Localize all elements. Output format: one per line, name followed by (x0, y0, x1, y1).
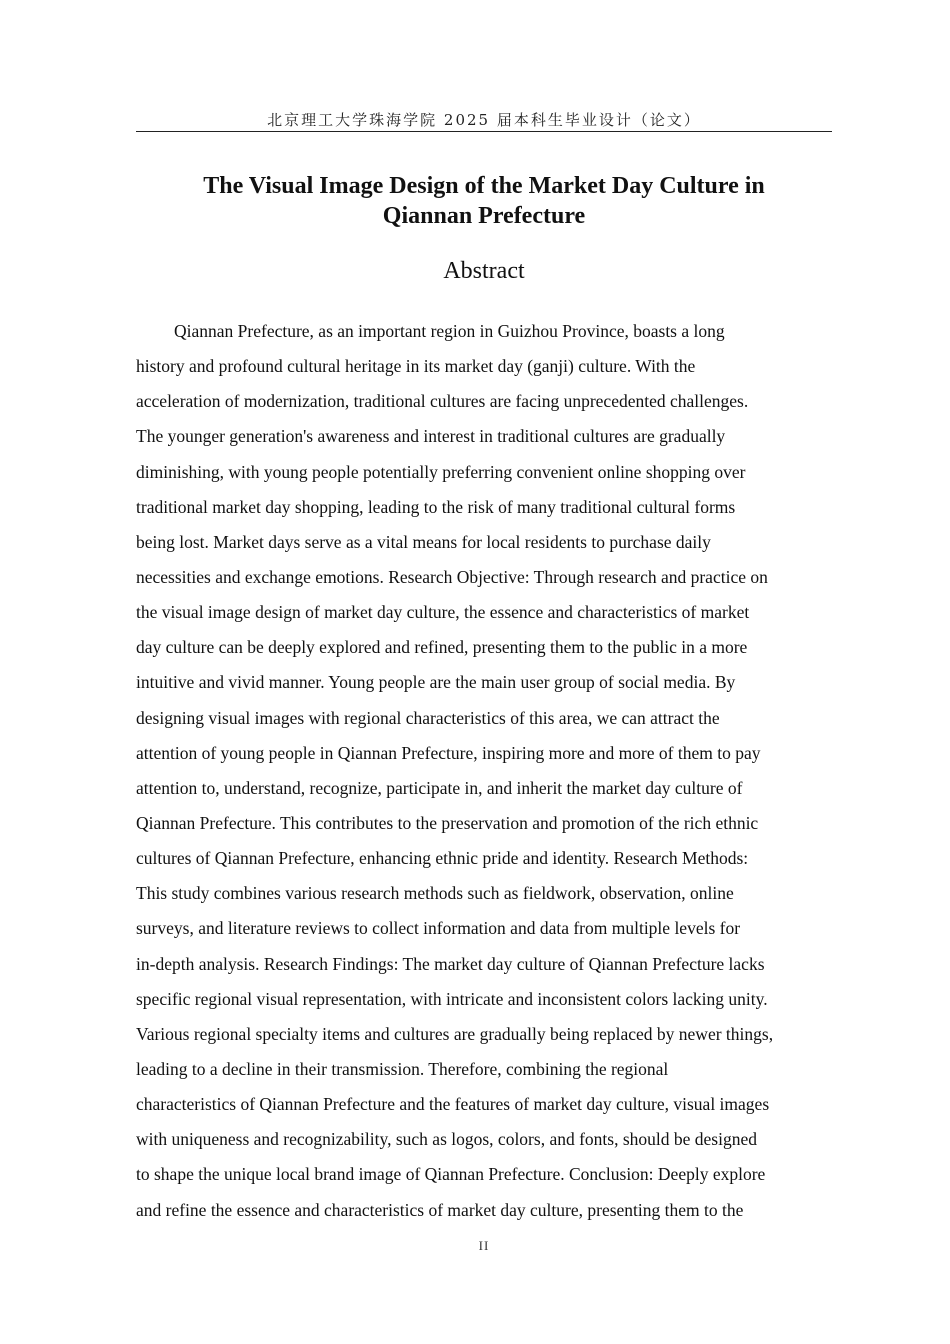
abstract-line: designing visual images with regional characteristics of this area, we can attract the (136, 707, 720, 728)
abstract-line: diminishing, with young people potentially preferring convenient online shopping over (136, 461, 746, 482)
abstract-line: specific regional visual representation, with intricate and inconsistent colors lacking unity. (136, 988, 768, 1009)
abstract-line: and refine the essence and characteristics of market day culture, presenting them to the (136, 1199, 744, 1220)
paper-title-line-2: Qiannan Prefecture (382, 203, 586, 229)
abstract-body (136, 314, 841, 1228)
abstract-heading: Abstract (443, 258, 525, 284)
paper-title (136, 171, 832, 231)
paper-title-line-1: The Visual Image Design of the Market Day Culture in (203, 173, 765, 199)
abstract-line: The younger generation's awareness and interest in traditional cultures are gradually (136, 426, 726, 447)
abstract-line: Qiannan Prefecture, as an important region in Guizhou Province, boasts a long (174, 321, 725, 341)
abstract-line: This study combines various research methods such as fieldwork, observation, online (136, 883, 734, 904)
abstract-line: to shape the unique local brand image of Qiannan Prefecture. Conclusion: Deeply explore (136, 1164, 766, 1185)
abstract-line: acceleration of modernization, traditional cultures are facing unprecedented challenges. (136, 391, 749, 412)
abstract-line: Qiannan Prefecture. This contributes to the preservation and promotion of the rich ethnic (136, 812, 759, 833)
abstract-line: characteristics of Qiannan Prefecture and the features of market day culture, visual images (136, 1094, 770, 1115)
abstract-line: attention to, understand, recognize, participate in, and inherit the market day culture of (136, 777, 743, 798)
abstract-line: the visual image design of market day culture, the essence and characteristics of market (136, 602, 750, 623)
abstract-line: intuitive and vivid manner. Young people are the main user group of social media. By (136, 672, 736, 693)
abstract-line: being lost. Market days serve as a vital means for local residents to purchase daily (136, 531, 711, 552)
abstract-line: in-depth analysis. Research Findings: The market day culture of Qiannan Prefecture lacks (136, 953, 765, 974)
abstract-line: attention of young people in Qiannan Prefecture, inspiring more and more of them to pay (136, 742, 761, 763)
abstract-line: with uniqueness and recognizability, such as logos, colors, and fonts, should be designed (136, 1129, 757, 1150)
abstract-line: surveys, and literature reviews to collect information and data from multiple levels for (136, 918, 741, 939)
page-number: II (478, 1238, 490, 1253)
running-header: 北京理工大学珠海学院 2025 届本科生毕业设计（论文） (267, 111, 701, 129)
abstract-line: cultures of Qiannan Prefecture, enhancing ethnic pride and identity. Research Methods: (136, 848, 749, 869)
abstract-line: history and profound cultural heritage in its market day (ganji) culture. With the (136, 356, 696, 377)
abstract-line: leading to a decline in their transmission. Therefore, combining the regional (136, 1058, 669, 1079)
header-rule (136, 131, 832, 132)
abstract-line: day culture can be deeply explored and refined, presenting them to the public in a more (136, 637, 748, 658)
abstract-line: necessities and exchange emotions. Research Objective: Through research and practice on (136, 566, 768, 587)
abstract-line: Various regional specialty items and cultures are gradually being replaced by newer things, (136, 1023, 774, 1044)
abstract-line: traditional market day shopping, leading to the risk of many traditional cultural forms (136, 496, 736, 517)
